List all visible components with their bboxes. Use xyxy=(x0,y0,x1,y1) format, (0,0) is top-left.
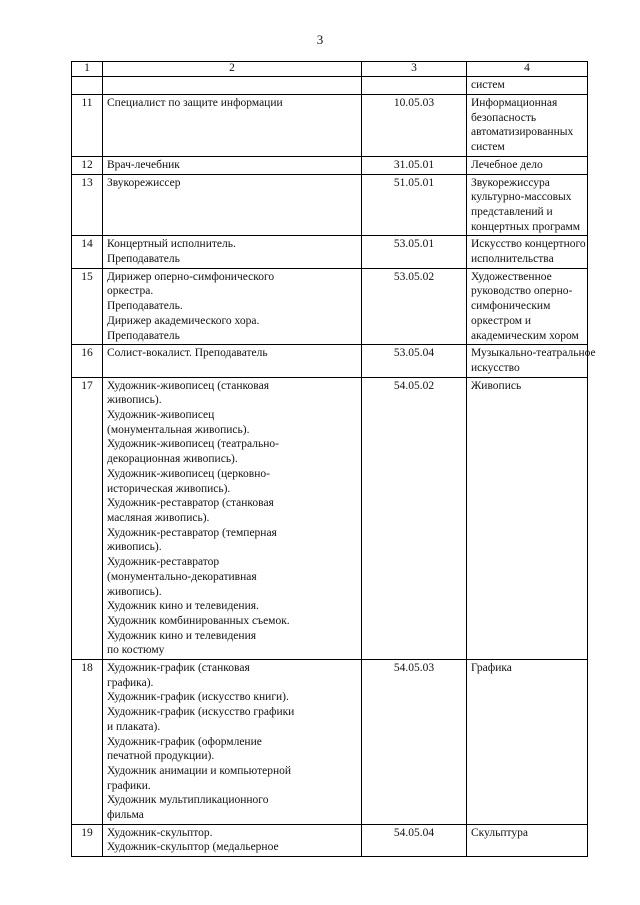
direction-cell xyxy=(467,345,596,377)
direction-cell xyxy=(467,77,588,95)
direction-line: Лечебное дело xyxy=(471,158,543,171)
qualification-line: Концертный исполнитель. xyxy=(107,238,236,251)
table-row xyxy=(72,174,588,236)
qualification-line: живопись). xyxy=(107,585,162,598)
code-cell: 54.05.02 xyxy=(362,377,467,659)
qualification-line: Художник-скульптор. xyxy=(107,826,213,839)
direction-line: культурно-массовых xyxy=(471,191,572,204)
qualification-cell xyxy=(103,345,362,377)
direction-cell xyxy=(467,174,588,236)
qualification-cell xyxy=(103,660,362,825)
qualification-line: декорационная живопись). xyxy=(107,453,238,466)
qualification-line: Художник-график (станковая xyxy=(107,662,250,675)
direction-line: Графика xyxy=(471,662,512,675)
qualification-line: Художник кино и телевидения. xyxy=(107,600,259,613)
direction-cell xyxy=(467,236,588,268)
qualification-line: живопись). xyxy=(107,541,162,554)
qualification-line: Художник комбинированных съемок. xyxy=(107,614,290,627)
qualification-line: Преподаватель xyxy=(107,329,180,342)
qualification-cell xyxy=(103,236,362,268)
table-row xyxy=(72,95,588,157)
code-cell: 54.05.03 xyxy=(362,660,467,825)
qualification-line: Художник кино и телевидения xyxy=(107,629,257,642)
direction-line: Художественное xyxy=(471,270,552,283)
qualification-line: Художник анимации и компьютерной xyxy=(107,764,292,777)
qualification-line: Художник-реставратор xyxy=(107,556,220,569)
row-number-cell: 16 xyxy=(72,345,103,377)
qualification-line: оркестра. xyxy=(107,285,154,298)
direction-line: безопасность xyxy=(471,111,537,124)
direction-line: Музыкально-театральное xyxy=(471,347,596,360)
row-number-cell: 13 xyxy=(72,174,103,236)
table-row xyxy=(72,824,588,856)
direction-line: искусство xyxy=(471,361,520,374)
direction-line: систем xyxy=(471,141,505,154)
qualification-line: Художник-живописец (театрально- xyxy=(107,438,279,451)
header-cell: 2 xyxy=(103,62,362,77)
qualification-cell xyxy=(103,156,362,174)
code-cell: 51.05.01 xyxy=(362,174,467,236)
qualification-line: Преподаватель. xyxy=(107,300,183,313)
qualification-line: печатной продукции). xyxy=(107,750,215,763)
qualification-line: Преподаватель xyxy=(107,253,180,266)
row-number-cell: 18 xyxy=(72,660,103,825)
direction-cell xyxy=(467,377,588,659)
direction-line: Скульптура xyxy=(471,826,528,839)
code-cell: 31.05.01 xyxy=(362,156,467,174)
qualification-line: Специалист по защите информации xyxy=(107,97,283,109)
table-row xyxy=(72,268,588,345)
qualification-line: Художник-реставратор (темперная xyxy=(107,526,277,539)
qualification-cell xyxy=(103,77,362,95)
qualification-line: Художник-живописец (станковая xyxy=(107,379,269,392)
direction-cell xyxy=(467,156,588,174)
direction-line: систем xyxy=(471,79,505,91)
qualification-line: Художник-скульптор (медальерное xyxy=(107,841,279,854)
table-header-row xyxy=(72,62,588,77)
qualification-line: Звукорежиссер xyxy=(107,176,181,189)
qualification-line: Художник-реставратор (станковая xyxy=(107,497,274,510)
code-cell: 54.05.04 xyxy=(362,824,467,856)
qualification-line: Художник-живописец (церковно- xyxy=(107,467,270,480)
direction-line: Информационная xyxy=(471,97,558,109)
qualification-line: Художник-живописец xyxy=(107,409,215,422)
qualification-cell xyxy=(103,377,362,659)
qualification-line: Дирижер академического хора. xyxy=(107,314,260,327)
qualification-line: Врач-лечебник xyxy=(107,158,180,171)
code-cell: 53.05.04 xyxy=(362,345,467,377)
row-number-cell: 11 xyxy=(72,95,103,157)
qualification-line: Солист-вокалист. Преподаватель xyxy=(107,347,268,360)
table-row xyxy=(72,345,588,377)
qualification-line: масляная живопись). xyxy=(107,511,210,524)
table-row xyxy=(72,377,588,659)
qualification-line: графики. xyxy=(107,779,151,792)
direction-line: представлений и xyxy=(471,205,553,218)
direction-line: Живопись xyxy=(471,379,522,392)
table-body xyxy=(72,77,596,857)
qualification-line: (монументально-декоративная xyxy=(107,570,257,583)
qualification-cell xyxy=(103,268,362,345)
row-number-cell: 12 xyxy=(72,156,103,174)
row-number-cell: 17 xyxy=(72,377,103,659)
code-cell xyxy=(362,77,467,95)
code-cell: 53.05.01 xyxy=(362,236,467,268)
row-number-cell: 19 xyxy=(72,824,103,856)
direction-cell xyxy=(467,660,588,825)
code-cell: 10.05.03 xyxy=(362,95,467,157)
header-cell: 1 xyxy=(72,62,103,77)
table-row xyxy=(72,236,588,268)
row-number-cell xyxy=(72,77,103,95)
row-number-cell: 14 xyxy=(72,236,103,268)
continuation-row xyxy=(72,77,588,95)
table-row xyxy=(72,660,588,825)
direction-line: оркестром и xyxy=(471,314,532,327)
direction-line: руководство оперно- xyxy=(471,285,573,298)
qualification-line: (монументальная живопись). xyxy=(107,423,250,436)
qualification-line: историческая живопись). xyxy=(107,482,231,495)
direction-line: Искусство концертного xyxy=(471,238,586,251)
header-cell: 3 xyxy=(362,62,467,77)
qualification-line: по костюму xyxy=(107,644,165,657)
qualification-cell xyxy=(103,95,362,157)
qualification-line: живопись). xyxy=(107,394,162,407)
qualification-line: графика). xyxy=(107,676,154,689)
header-cell: 4 xyxy=(467,62,588,77)
page-number: 3 xyxy=(316,32,324,47)
direction-line: концертных программ xyxy=(471,220,581,233)
qualification-cell xyxy=(103,174,362,236)
qualification-line: Художник-график (искусство графики xyxy=(107,706,295,719)
direction-line: исполнительства xyxy=(471,253,554,266)
direction-cell xyxy=(467,268,588,345)
qualification-line: и плаката). xyxy=(107,720,161,733)
direction-cell xyxy=(467,824,588,856)
specialties-table xyxy=(71,61,596,857)
qualification-line: Художник мультипликационного xyxy=(107,794,269,807)
row-number-cell: 15 xyxy=(72,268,103,345)
qualification-line: Художник-график (оформление xyxy=(107,735,262,748)
table-row xyxy=(72,156,588,174)
qualification-cell xyxy=(103,824,362,856)
direction-line: симфоническим xyxy=(471,300,551,313)
code-cell: 53.05.02 xyxy=(362,268,467,345)
direction-line: автоматизированных xyxy=(471,126,574,139)
direction-cell xyxy=(467,95,588,157)
qualification-line: Дирижер оперно-симфонического xyxy=(107,270,275,283)
qualification-line: фильма xyxy=(107,809,144,822)
qualification-line: Художник-график (искусство книги). xyxy=(107,691,289,704)
direction-line: Звукорежиссура xyxy=(471,176,550,189)
direction-line: академическим хором xyxy=(471,329,579,342)
